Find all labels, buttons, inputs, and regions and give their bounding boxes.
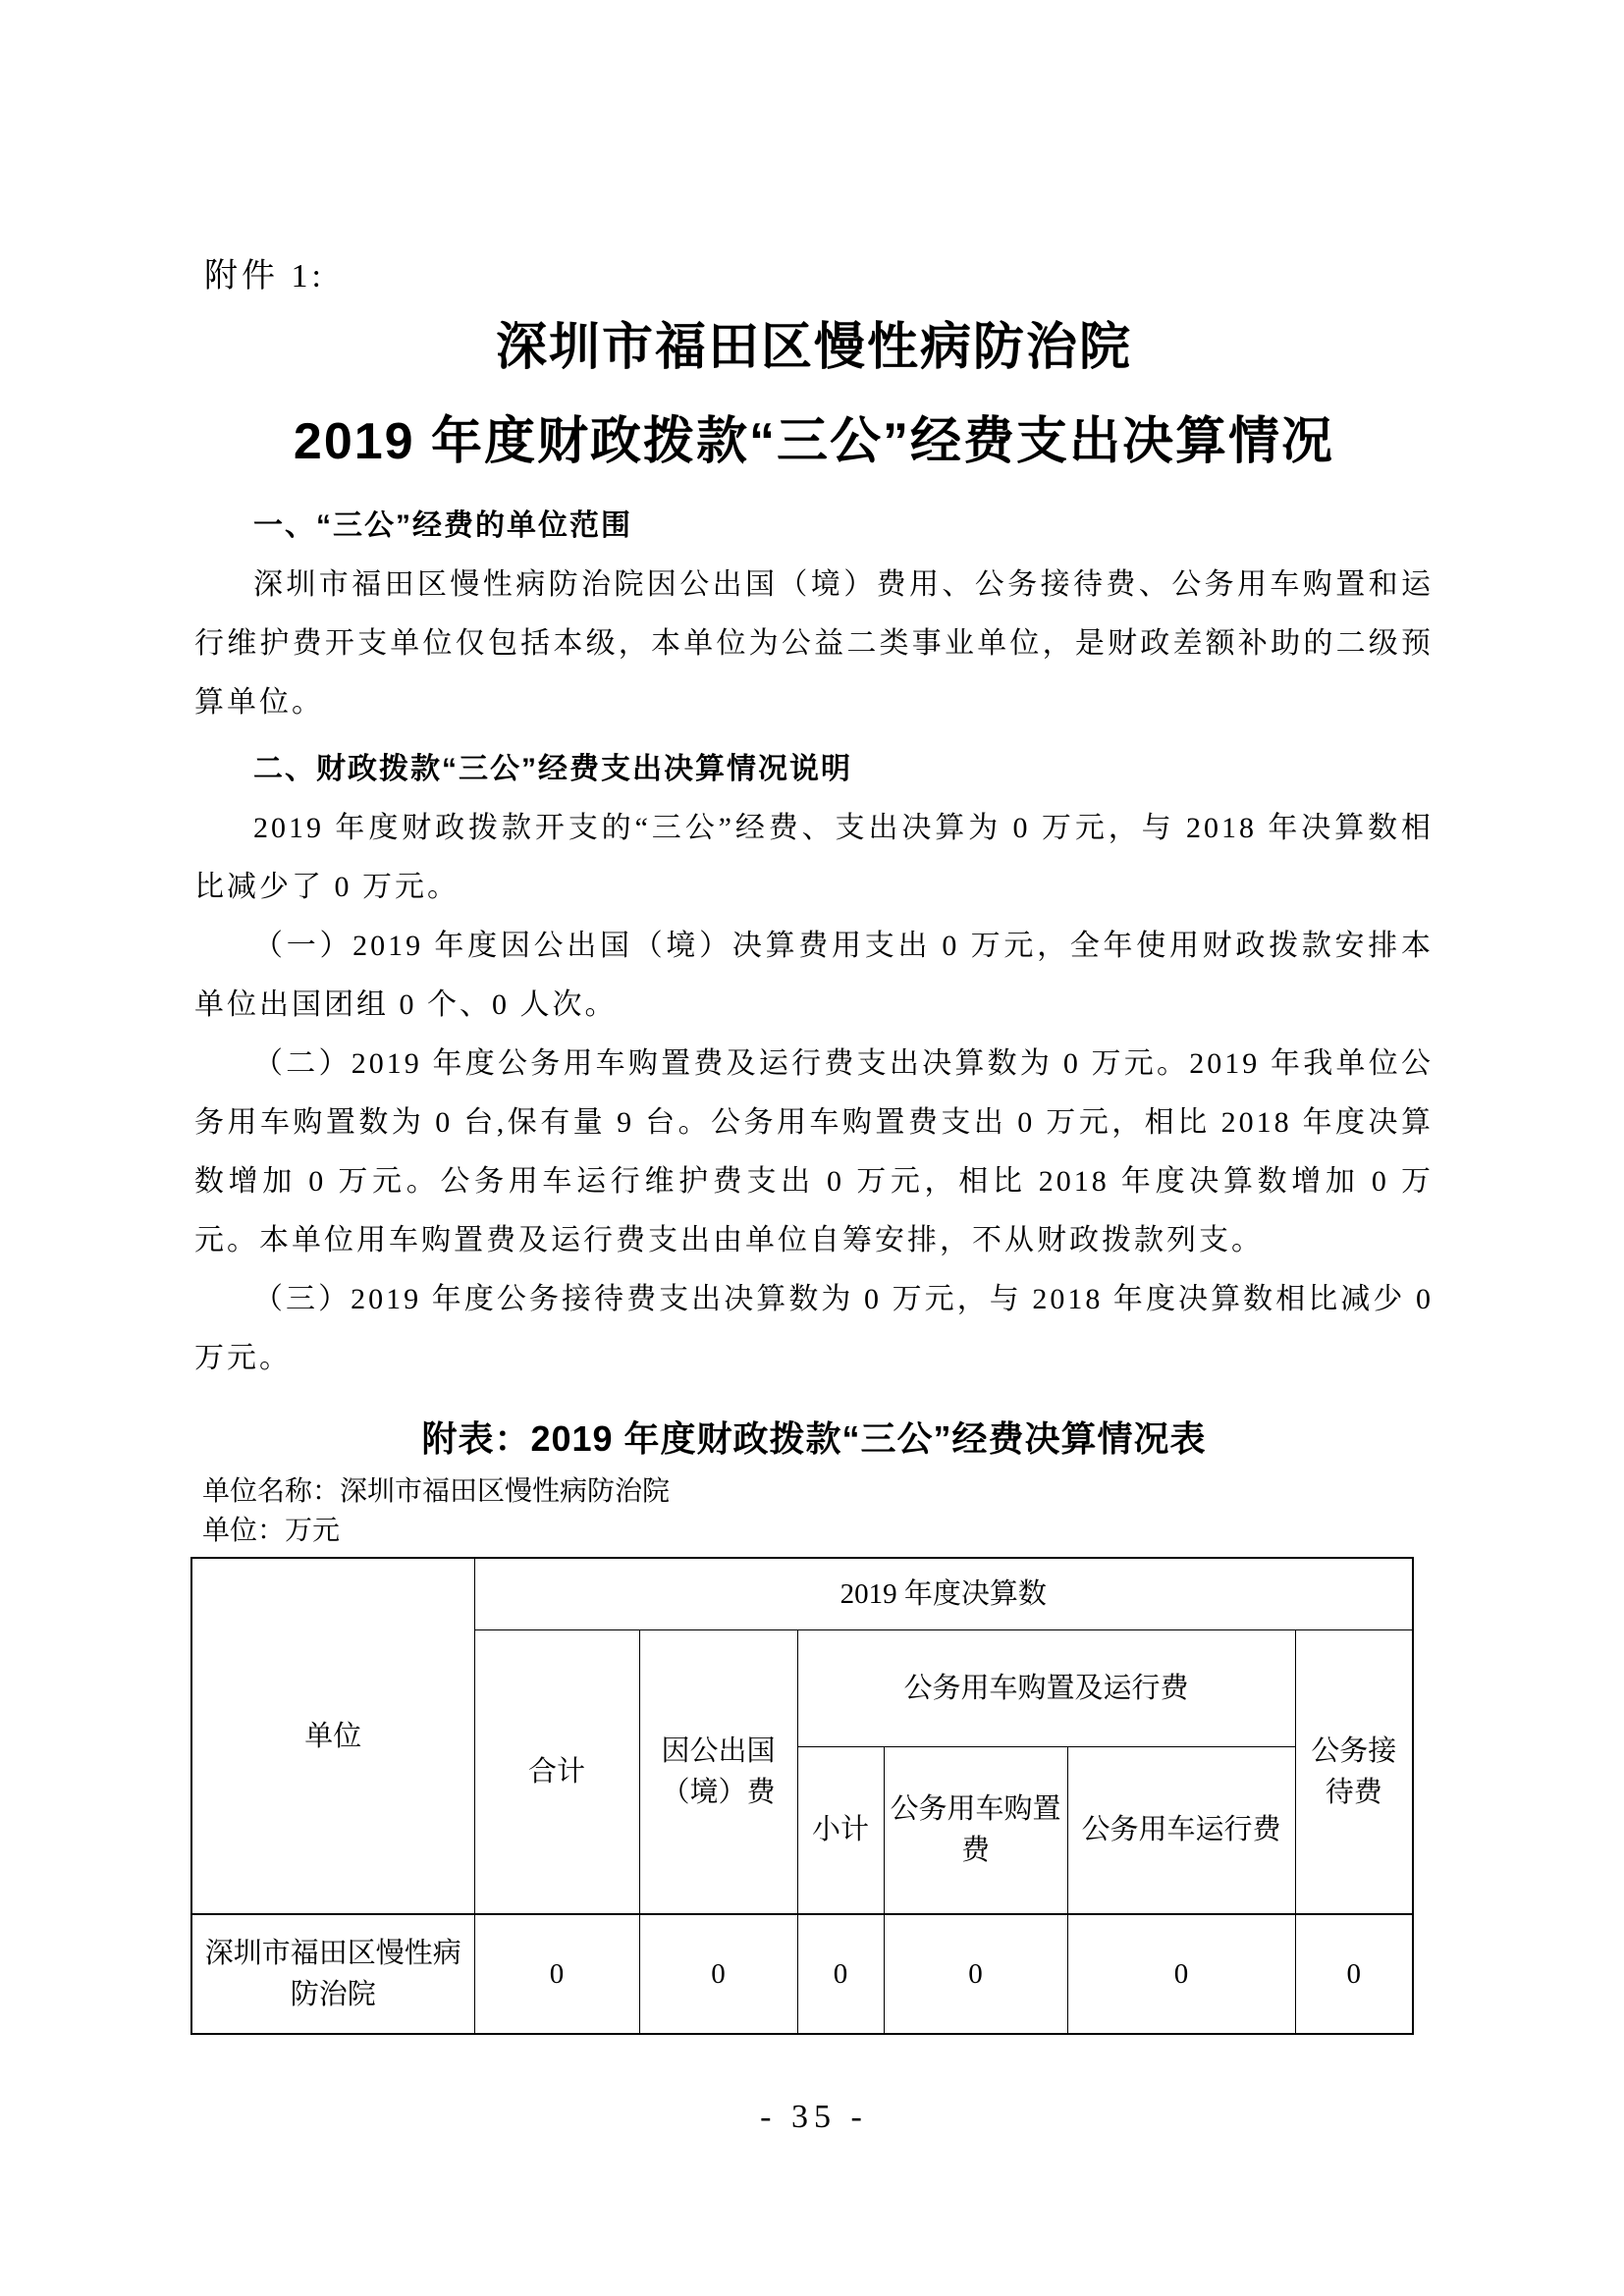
budget-table xyxy=(190,1557,1414,2035)
table-caption: 附表：2019 年度财政拨款“三公”经费决算情况表 xyxy=(421,1418,1207,1459)
header-cell-total: 合计 xyxy=(474,1629,639,1914)
header-cell-abroad-fee: 因公出国（境）费 xyxy=(639,1629,797,1914)
row-total-value: 0 xyxy=(474,1914,639,2034)
row-reception-fee-value: 0 xyxy=(1295,1914,1413,2034)
document-title-line2: 2019 年度财政拨款“三公”经费支出决算情况 xyxy=(293,413,1335,470)
row-vehicle-purchase-fee-value: 0 xyxy=(884,1914,1067,2034)
row-subtotal-value: 0 xyxy=(797,1914,884,2034)
section-2-paragraph-1: 2019 年度财政拨款开支的“三公”经费、支出决算为 0 万元，与 2018 年决算数相比减少了 0 万元。 xyxy=(194,812,1434,903)
header-cell-reception-fee: 公务接待费 xyxy=(1295,1629,1413,1914)
section-1-heading: 一、“三公”经费的单位范围 xyxy=(253,509,632,542)
header-cell-subtotal: 小计 xyxy=(797,1746,884,1914)
section-2-heading: 二、财政拨款“三公”经费支出决算情况说明 xyxy=(253,753,852,785)
document-title-line1: 深圳市福田区慢性病防治院 xyxy=(495,319,1132,376)
section-2-paragraph-3: （二）2019 年度公务用车购置费及运行费支出决算数为 0 万元。2019 年我单位公务用车购置数为 0 台,保有量 9 台。公务用车购置费支出 0 万元，相比 2018 年度决算数增加 0 万元。公务用车运行维护费支出 0 万元，相比 2018 年度决算数增加 0 万元。本单位用车购置费及运行费支出由单位自筹安排，不从财政拨款列支。 xyxy=(194,1047,1434,1256)
table-unit-name-label: 单位名称：深圳市福田区慢性病防治院 xyxy=(202,1476,671,1507)
header-cell-unit: 单位 xyxy=(191,1558,474,1914)
table-unit-label: 单位：万元 xyxy=(202,1516,341,1546)
section-2-paragraph-2: （一）2019 年度因公出国（境）决算费用支出 0 万元，全年使用财政拨款安排本单位出国团组 0 个、0 人次。 xyxy=(194,930,1434,1021)
header-row-1 xyxy=(191,1558,1413,1629)
row-abroad-fee-value: 0 xyxy=(639,1914,797,2034)
table-row xyxy=(191,1914,1413,2034)
section-2-paragraph-4: （三）2019 年度公务接待费支出决算数为 0 万元，与 2018 年度决算数相比减少 0 万元。 xyxy=(194,1283,1434,1374)
header-cell-vehicle-purchase-fee: 公务用车购置费 xyxy=(884,1746,1067,1914)
row-vehicle-operation-fee-value: 0 xyxy=(1067,1914,1295,2034)
header-cell-year-total: 2019 年度决算数 xyxy=(474,1558,1413,1629)
page-number: - 35 - xyxy=(760,2099,868,2135)
section-1-paragraph-1: 深圳市福田区慢性病防治院因公出国（境）费用、公务接待费、公务用车购置和运行维护费开支单位仅包括本级，本单位为公益二类事业单位，是财政差额补助的二级预算单位。 xyxy=(194,568,1434,719)
header-cell-vehicle-group: 公务用车购置及运行费 xyxy=(797,1629,1295,1746)
header-cell-vehicle-operation-fee: 公务用车运行费 xyxy=(1067,1746,1295,1914)
attachment-label: 附件 1: xyxy=(204,258,325,294)
row-unit-name: 深圳市福田区慢性病防治院 xyxy=(191,1914,474,2034)
